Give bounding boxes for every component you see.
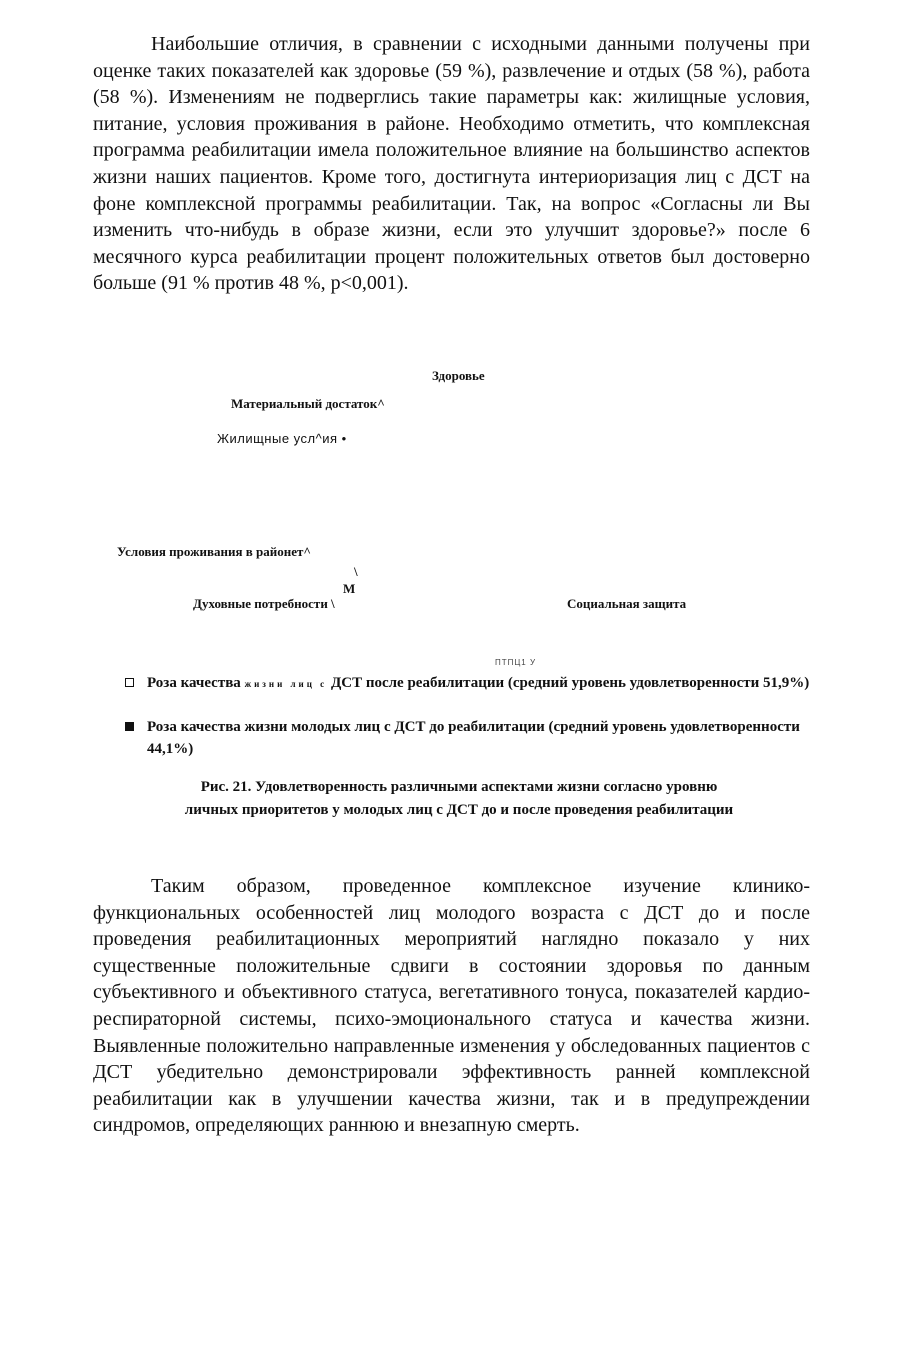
axis-label-material: Материальный достаток^ — [231, 396, 385, 411]
body-paragraph-2 — [93, 873, 810, 1139]
body-paragraph-1-text: Наибольшие отличия, в сравнении с исходными данными получены при оценке таких показателей как здоровье (59 %), развлечение и отдых (58 %), работа (58 %). Изменениям не подверглись такие параметры как: жилищные условия, питание, условия проживания в районе. Необходимо отметить, что комплексная программа реабилитации имела положительное влияние на большинство аспектов жизни наших пациентов. Кроме того, достигнута интериоризация лиц с ДСТ на фоне комплексной программы реабилитации. Так, на вопрос «Согласны ли Вы изменить что-нибудь в образе жизни, если это улучшит здоровье?» после 6 месячного курса реабилитации процент положительных ответов был достоверно больше (91 % против 48 %, p<0,001). — [93, 33, 810, 295]
figure-caption-line-1: Рис. 21. Удовлетворенность различными аспектами жизни согласно уровню — [200, 779, 718, 795]
open-square-icon — [125, 678, 134, 687]
axis-label-spiritual: Духовные потребности \ — [193, 596, 335, 611]
axis-label-health: Здоровье — [432, 368, 485, 383]
axis-label-fragment: ПТПЦ1 У — [495, 658, 537, 667]
legend-after-suffix: ДСТ после реабилитации (средний уровень удовлетворенности 51,9%) — [330, 675, 810, 691]
axis-label-social: Социальная защита — [567, 596, 687, 611]
legend-item-after — [125, 672, 815, 695]
legend-item-before — [125, 716, 815, 760]
filled-square-icon — [125, 722, 134, 731]
legend-item-before-text: Роза качества жизни молодых лиц с ДСТ до реабилитации (средний уровень удовлетворенности 44,1%) — [147, 719, 800, 757]
axis-label-slash: \ — [354, 564, 358, 579]
body-paragraph-2-text: Таким образом, проведенное комплексное изучение клинико-функциональных особенностей лиц молодого возраста с ДСТ до и после проведения реабилитационных мероприятий наглядно показало у них существенные положительные сдвиги в состоянии здоровья по данным субъективного и объективного статуса, вегетативного тонуса, показателей кардио-респираторной системы, психо-эмоционального статуса и качества жизни. Выявленные положительно направленные изменения у обследованных пациентов с ДСТ убедительно демонстрировали эффективность ранней комплексной реабилитации как в улучшении качества жизни, так и в предупреждении синдромов, определяющих раннюю и внезапную смерть. — [93, 875, 810, 1137]
body-paragraph-1 — [93, 31, 810, 297]
legend-after-prefix: Роза качества — [147, 675, 241, 691]
axis-label-m: М — [343, 581, 356, 596]
legend-item-after-text — [125, 672, 815, 695]
figure-caption-line-2: личных приоритетов у молодых лиц с ДСТ до и после проведения реабилитации — [184, 802, 734, 818]
figure-caption — [100, 776, 818, 822]
axis-label-housing: Жилищные усл^ия • — [217, 431, 347, 446]
legend-after-spaced: жизни лиц с — [244, 679, 328, 689]
axis-label-living: Условия проживания в районет^ — [117, 544, 311, 559]
